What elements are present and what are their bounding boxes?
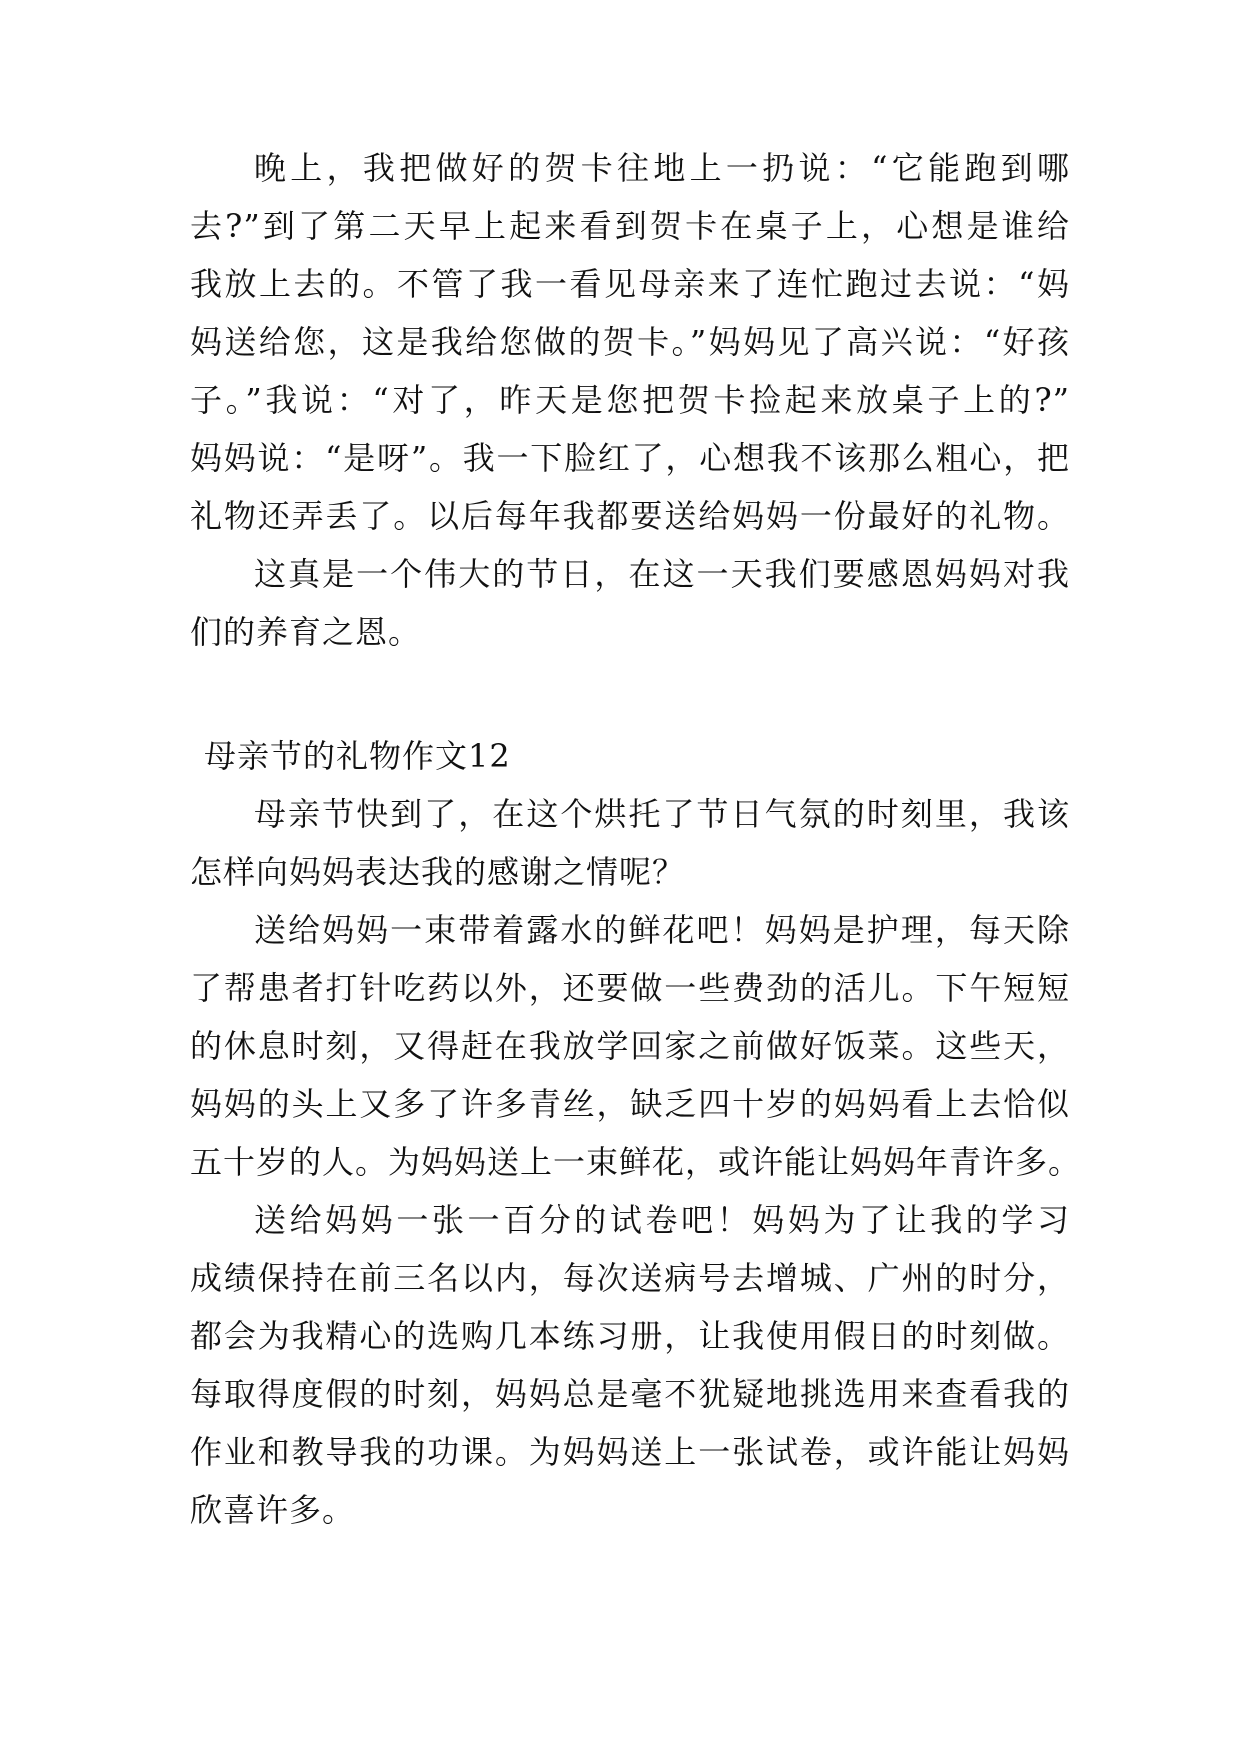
paragraph-line: 作业和教导我的功课。为妈妈送上一张试卷，或许能让妈妈	[190, 1433, 1070, 1471]
paragraph-line: 欣喜许多。	[190, 1491, 356, 1529]
paragraph-line: 们的养育之恩。	[190, 613, 422, 651]
paragraph-line: 五十岁的人。为妈妈送上一束鲜花，或许能让妈妈年青许多。	[190, 1143, 1082, 1181]
essay-title: 母亲节的礼物作文12	[204, 737, 511, 775]
paragraph-line: 每取得度假的时刻，妈妈总是毫不犹疑地挑选用来查看我的	[190, 1375, 1070, 1413]
paragraph-line: 的休息时刻，又得赶在我放学回家之前做好饭菜。这些天，	[190, 1027, 1070, 1065]
paragraph-line: 子。”我说：“对了，昨天是您把贺卡捡起来放桌子上的?”	[190, 381, 1070, 419]
paragraph-line: 送给妈妈一束带着露水的鲜花吧！妈妈是护理，每天除	[254, 911, 1070, 949]
paragraph-line: 送给妈妈一张一百分的试卷吧！妈妈为了让我的学习	[254, 1201, 1070, 1239]
paragraph-line: 妈送给您，这是我给您做的贺卡。”妈妈见了高兴说：“好孩	[190, 323, 1070, 361]
paragraph-line: 母亲节快到了，在这个烘托了节日气氛的时刻里，我该	[254, 795, 1070, 833]
paragraph-line: 都会为我精心的选购几本练习册，让我使用假日的时刻做。	[190, 1317, 1070, 1355]
paragraph-line: 去?”到了第二天早上起来看到贺卡在桌子上，心想是谁给	[190, 207, 1070, 245]
paragraph-line: 妈妈说：“是呀”。我一下脸红了，心想我不该那么粗心，把	[190, 439, 1070, 477]
paragraph-line: 这真是一个伟大的节日，在这一天我们要感恩妈妈对我	[254, 555, 1070, 593]
paragraph-line: 礼物还弄丢了。以后每年我都要送给妈妈一份最好的礼物。	[190, 497, 1070, 535]
paragraph-line: 成绩保持在前三名以内，每次送病号去增城、广州的时分，	[190, 1259, 1070, 1297]
paragraph-line: 妈妈的头上又多了许多青丝，缺乏四十岁的妈妈看上去恰似	[190, 1085, 1070, 1123]
paragraph-line: 我放上去的。不管了我一看见母亲来了连忙跑过去说：“妈	[190, 265, 1070, 303]
paragraph-line: 怎样向妈妈表达我的感谢之情呢？	[190, 853, 686, 891]
paragraph-line: 晚上，我把做好的贺卡往地上一扔说：“它能跑到哪	[254, 149, 1070, 187]
paragraph-line: 了帮患者打针吃药以外，还要做一些费劲的活儿。下午短短	[190, 969, 1070, 1007]
